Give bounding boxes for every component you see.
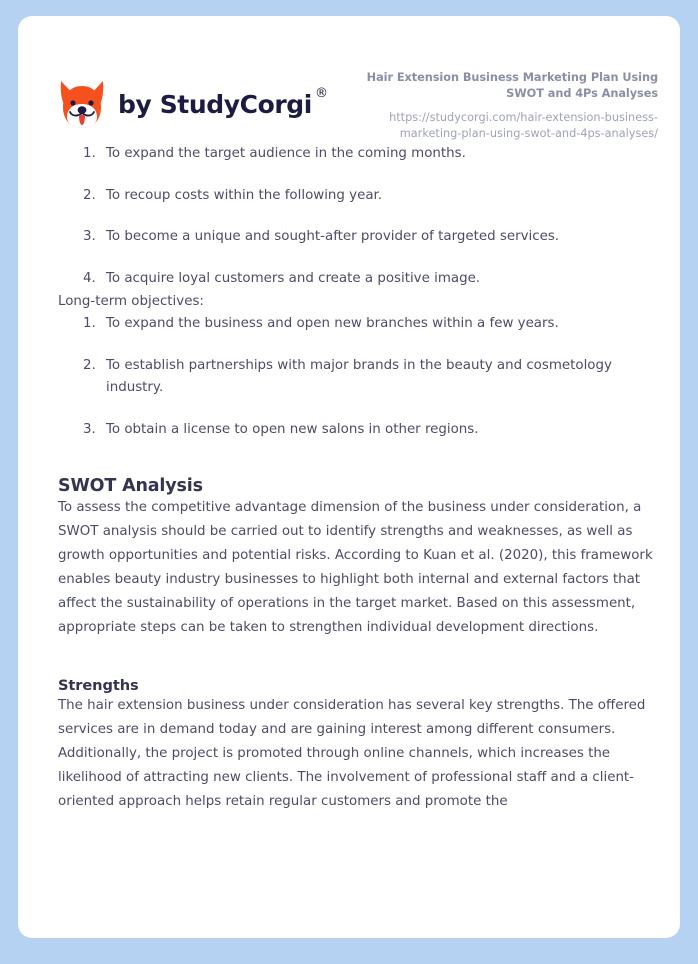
- short-term-objectives-list: [58, 143, 658, 290]
- document-body: [18, 143, 680, 814]
- brand-name-text: by StudyCorgi: [118, 89, 312, 119]
- registered-trademark-icon: ®: [314, 85, 328, 101]
- corgi-face-icon: [58, 78, 106, 130]
- long-term-objectives-list: [58, 313, 658, 440]
- strengths-paragraph: The hair extension business under consideration has several key strengths. The offered services are in demand today and are gaining interest among different consumers. Additionally, the project is promoted through online channels, which increases the likelihood of attracting new clients. The involvement of professional staff and a client-oriented approach helps retain regular customers and promote the: [58, 698, 646, 809]
- header-meta: [328, 66, 658, 143]
- section-heading-swot-analysis: SWOT Analysis: [58, 476, 203, 497]
- list-item: 2. To recoup costs within the following year.: [100, 185, 658, 207]
- list-item: 1. To expand the business and open new branches within a few years.: [100, 313, 658, 335]
- document-page-card: [18, 16, 680, 938]
- swot-analysis-paragraph: To assess the competitive advantage dimension of the business under consideration, a SWOT analysis should be carried out to identify strengths and weaknesses, as well as growth opportunities and potential risks. According to Kuan et al. (2020), this framework enables beauty industry businesses to highlight both internal and external factors that affect the sustainability of operations in the target market. Based on this assessment, appropriate steps can be taken to strengthen individual development directions.: [58, 500, 653, 635]
- long-term-objectives-label: Long-term objectives:: [58, 293, 204, 309]
- list-item: 1. To expand the target audience in the coming months.: [100, 143, 658, 165]
- list-item: 3. To obtain a license to open new salons in other regions.: [100, 419, 658, 441]
- document-title: Hair Extension Business Marketing Plan Using SWOT and 4Ps Analyses: [366, 71, 658, 101]
- brand-wordmark: [118, 85, 328, 119]
- list-item: 3. To become a unique and sought-after provider of targeted services.: [100, 226, 658, 248]
- brand-logo-group: [58, 66, 328, 130]
- section-heading-strengths: Strengths: [58, 677, 139, 695]
- document-header: [18, 16, 680, 143]
- document-url[interactable]: https://studycorgi.com/hair-extension-business-marketing-plan-using-swot-and-4ps-analyses/: [389, 111, 658, 141]
- list-item: 2. To establish partnerships with major brands in the beauty and cosmetology industry.: [100, 355, 658, 398]
- list-item: 4. To acquire loyal customers and create a positive image.: [100, 268, 658, 290]
